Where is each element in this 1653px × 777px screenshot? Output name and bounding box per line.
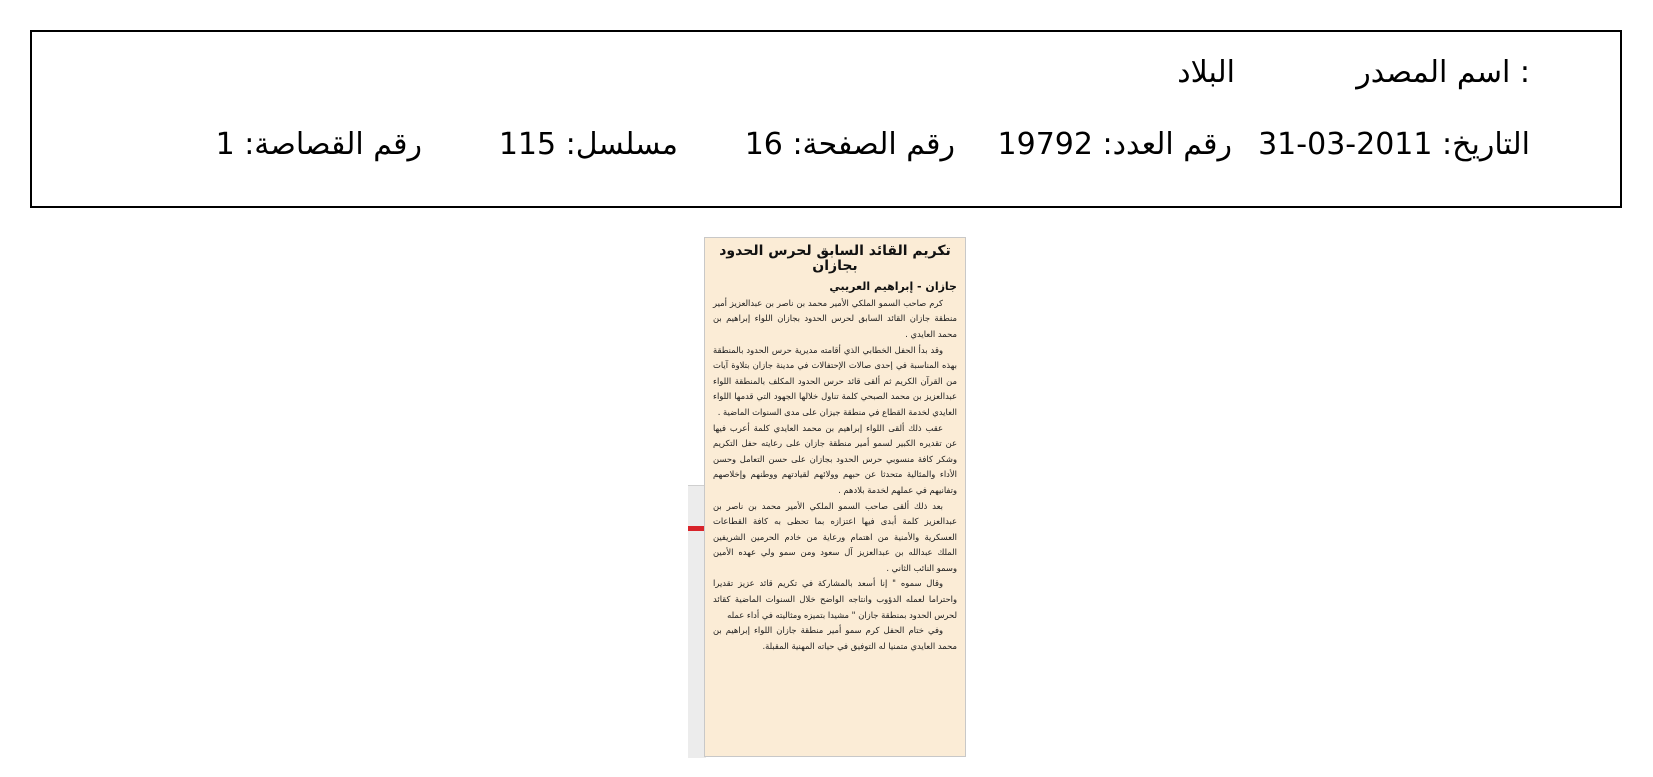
article-byline: جازان - إبراهيم العريبي xyxy=(829,279,957,293)
source-info-box xyxy=(30,30,1622,208)
issue-number-field: رقم العدد: 19792 xyxy=(997,127,1232,162)
article-paragraph: وقال سموه " إنا أسعد بالمشاركة في تكريم قائد عزيز تقديرا واحتراما لعمله الدؤوب وانتاجه الواضح خلال السنوات الماضية كقائد لحرس الحدود بمنطقة جازان " مشيدا بتميزه ومثاليته في أداء عمله xyxy=(713,578,957,620)
serial-number-field: مسلسل: 115 xyxy=(498,127,678,162)
source-value: البلاد xyxy=(1177,55,1235,90)
date-field: التاريخ: 2011-03-31 xyxy=(1258,127,1530,162)
article-paragraph: كرم صاحب السمو الملكي الأمير محمد بن ناصر بن عبدالعزيز أمير منطقة جازان القائد السابق لحرس الحدود بجازان اللواء إبراهيم بن محمد العايدي . xyxy=(713,297,957,339)
article-paragraph: وقد بدأ الحفل الخطابي الذي أقامته مديرية حرس الحدود بالمنطقة بهذه المناسبة في إحدى صالات الإحتفالات في مدينة جازان بتلاوة آيات من القرآن الكريم ثم ألقى قائد حرس الحدود المكلف بالمنطقة اللواء عبدالعزيز بن محمد الصبحي كلمة تناول خلالها الجهود التي قدمها اللواء العايدي لخدمة القطاع في منطقة جيزان على مدى السنوات الماضية . xyxy=(713,344,957,417)
article-title: تكريم القائد السابق لحرس الحدود بجازان xyxy=(719,243,951,275)
newspaper-clipping xyxy=(704,237,966,757)
article-paragraph: عقب ذلك ألقى اللواء إبراهيم بن محمد العايدي كلمة أعرب فيها عن تقديره الكبير لسمو أمير منطقة جازان على رعايته حفل التكريم وشكر كافة منسوبي حرس الحدود بجازان على حسن التعامل وحسن الأداء والمثالية متحدثا عن حبهم وولائهم لقيادتهم ووطنهم وإخلاصهم وتفانيهم في عملهم لخدمة بلادهم . xyxy=(713,422,957,495)
page-number-field: رقم الصفحة: 16 xyxy=(744,127,955,162)
article-paragraph: بعد ذلك ألقى صاحب السمو الملكي الأمير محمد بن ناصر بن عبدالعزيز كلمة أبدى فيها اعتزازه بما تحظى به كافة القطاعات العسكرية والأمنية من اهتمام ورعاية من خادم الحرمين الشريفين الملك عبدالله بن عبدالعزيز آل سعود ومن سمو ولي عهده الأمين وسمو النائب الثاني . xyxy=(713,500,957,573)
article-clipping xyxy=(704,237,966,757)
article-paragraph: وفي ختام الحفل كرم سمو أمير منطقة جازان اللواء إبراهيم بن محمد العايدي متمنيا له التوفيق في حياته المهنية المقبلة. xyxy=(713,625,957,651)
clip-number-field: رقم القصاصة: 1 xyxy=(215,127,422,162)
source-label: اسم المصدر : xyxy=(1356,55,1530,90)
